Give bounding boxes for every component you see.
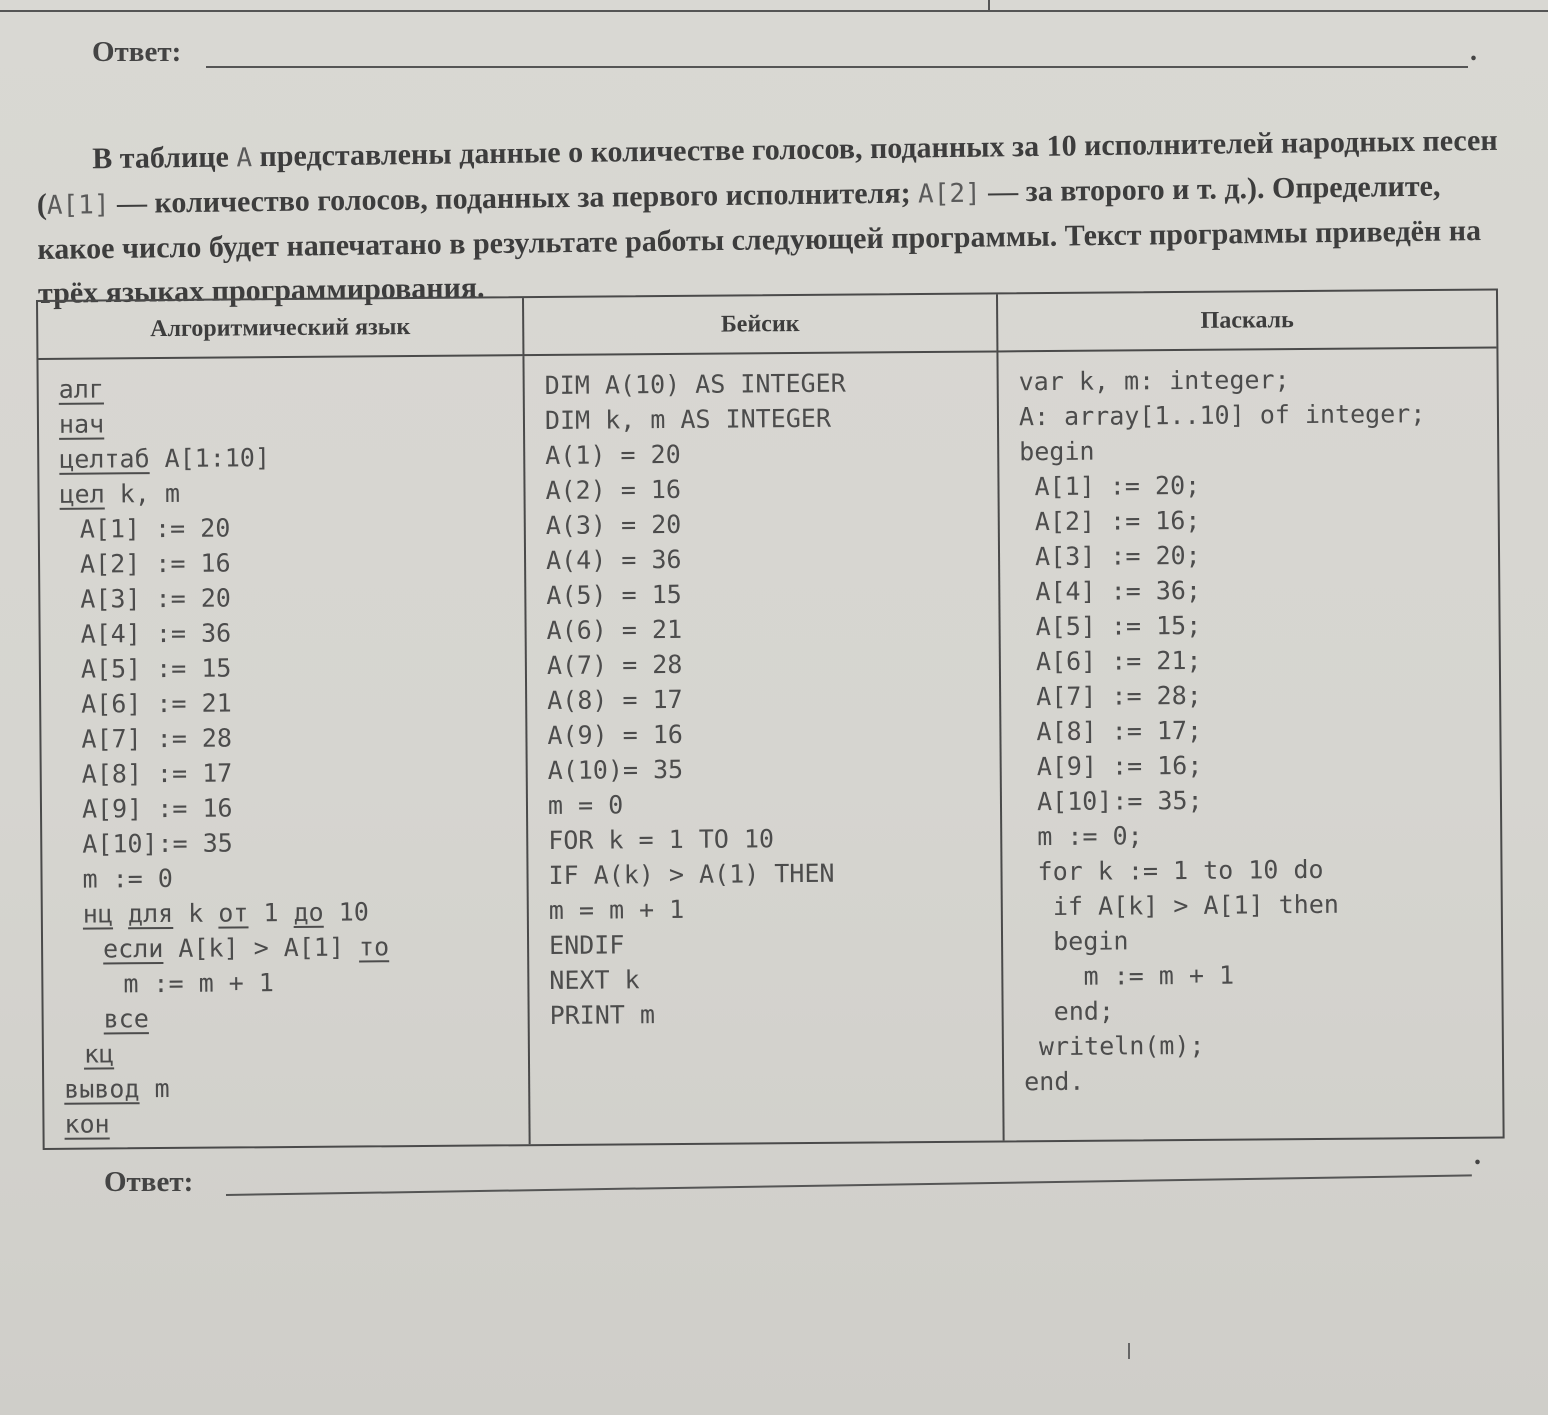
code-line: m := m + 1: [1023, 960, 1235, 992]
basic-column: [522, 352, 1002, 1144]
code-line: A[4] := 36;: [1020, 575, 1202, 607]
code-line: кон: [64, 1109, 110, 1139]
code-line: A(4) = 36: [545, 544, 682, 576]
code-line: m := 0: [82, 863, 173, 894]
pascal-code: [1019, 361, 1503, 1100]
code-line: A[6] := 21;: [1020, 645, 1202, 677]
task-text: В таблице A представлены данные о количестве голосов, поданных за 10 исполнителей народных песен (A[1] — количество голосов, поданных за первого исполнителя; A[2] — за второго и т. д.). Определите, какое число будет напечатано в результате работы следующей программы. Текст программы приведён на трёх языках программирования.: [36, 123, 1498, 310]
code-line: NEXT k: [549, 965, 640, 995]
code-line: A[8] := 17;: [1021, 715, 1203, 747]
code-line: нач: [58, 409, 105, 439]
code-line: A: array[1..10] of integer;: [1018, 399, 1426, 432]
code-line: DIM k, m AS INTEGER: [544, 403, 832, 436]
code-line: кц: [83, 1039, 115, 1069]
header-pascal: Паскаль: [996, 291, 1496, 353]
code-line: PRINT m: [549, 1000, 656, 1030]
code-line: FOR k = 1 TO 10: [548, 824, 775, 855]
code-line: A[10]:= 35;: [1021, 785, 1203, 817]
code-line: A(3) = 20: [545, 509, 682, 541]
code-line: if A[k] > A[1] then: [1022, 889, 1339, 922]
code-line: end;: [1023, 996, 1115, 1027]
code-line: A[2] := 16;: [1019, 505, 1201, 537]
code-line: A[9] := 16: [81, 793, 233, 824]
code-line: A(5) = 15: [546, 579, 682, 611]
code-line: A[6] := 21: [81, 688, 232, 719]
answer-label: Ответ:: [92, 36, 182, 68]
answer-line: [206, 66, 1468, 68]
algorithmic-column: [38, 356, 528, 1148]
header-basic: Бейсик: [522, 294, 996, 356]
code-line: A[7] := 28: [81, 723, 233, 754]
code-line: A(8) = 17: [547, 684, 683, 715]
code-line: A[1] := 20;: [1019, 470, 1201, 502]
code-line: A[8] := 17: [81, 758, 233, 789]
code-line: begin: [1022, 926, 1129, 957]
code-line: m = 0: [547, 790, 624, 820]
pascal-column: [996, 349, 1502, 1141]
program-table: [36, 289, 1505, 1150]
code-line: если A[k] > A[1] то: [102, 932, 390, 964]
code-line: A(1) = 20: [545, 439, 681, 471]
code-line: var k, m: integer;: [1018, 365, 1290, 397]
code-line: нц для k от 1 до 10: [82, 897, 369, 929]
code-line: A[3] := 20: [80, 583, 231, 614]
answer-line: [226, 1174, 1472, 1196]
code-line: IF A(k) > A(1) THEN: [548, 858, 835, 890]
header-algorithmic: Алгоритмический язык: [38, 298, 522, 360]
algorithmic-code: [59, 368, 529, 1142]
top-divider: [0, 0, 1548, 12]
code-line: m = m + 1: [548, 894, 685, 925]
code-line: A[9] := 16;: [1021, 750, 1203, 782]
code-line: m := 0;: [1022, 821, 1143, 852]
paper-mark: [1128, 1343, 1130, 1359]
code-line: A(9) = 16: [547, 719, 684, 750]
answer-bottom: Ответ: .: [104, 1140, 1481, 1198]
code-line: целтаб A[1:10]: [59, 443, 271, 474]
code-line: A[5] := 15: [80, 653, 232, 684]
code-line: writeln(m);: [1023, 1030, 1205, 1062]
code-line: A(10)= 35: [547, 754, 684, 785]
code-line: ENDIF: [548, 930, 625, 960]
code-line: A[1] := 20: [79, 513, 231, 544]
code-line: A[4] := 36: [80, 618, 232, 649]
code-line: A[2] := 16: [79, 548, 231, 579]
code-line: A(7) = 28: [546, 649, 683, 680]
code-line: for k := 1 to 10 do: [1022, 854, 1324, 887]
code-line: все: [103, 1004, 149, 1034]
code-line: A(2) = 16: [545, 474, 682, 506]
code-line: алг: [58, 374, 104, 404]
code-line: begin: [1019, 436, 1095, 467]
code-line: A[7] := 28;: [1021, 680, 1202, 712]
answer-label: Ответ:: [104, 1166, 194, 1198]
basic-code: [545, 364, 1002, 1033]
code-line: вывод m: [64, 1073, 170, 1104]
code-line: DIM A(10) AS INTEGER: [544, 368, 846, 401]
code-line: end.: [1024, 1066, 1085, 1097]
answer-top: Ответ: .: [92, 36, 1477, 68]
code-line: A[10]:= 35: [82, 828, 233, 859]
code-line: цел k, m: [59, 478, 181, 509]
code-line: A(6) = 21: [546, 614, 683, 645]
code-line: A[5] := 15;: [1020, 610, 1202, 642]
code-line: A[3] := 20;: [1019, 540, 1201, 572]
code-line: m := m + 1: [123, 968, 274, 999]
